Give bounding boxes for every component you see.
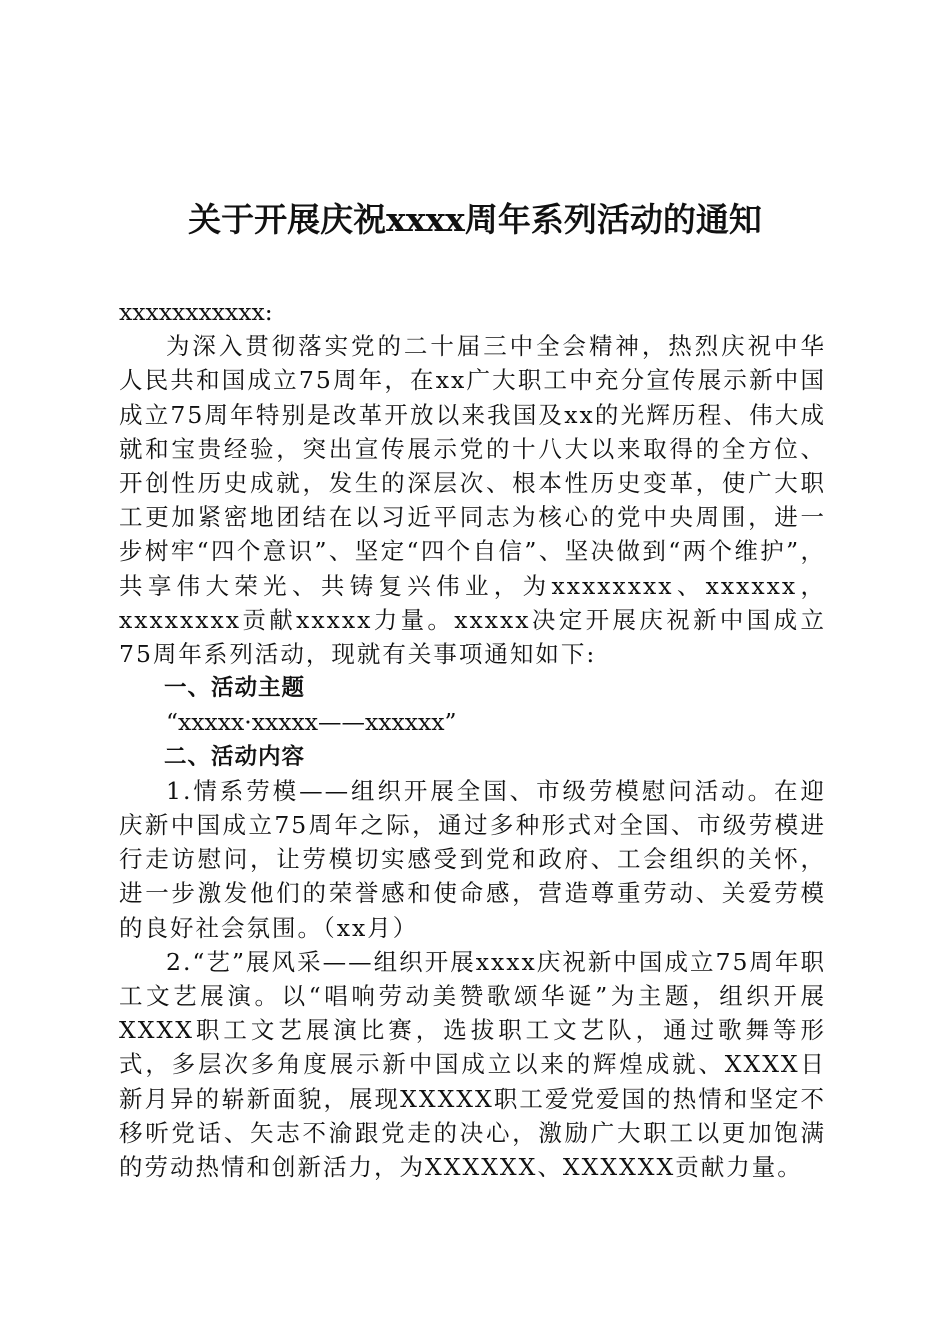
- section-heading-theme: 一、活动主题: [164, 675, 306, 702]
- intro-paragraph: 为深入贯彻落实党的二十届三中全会精神，热烈庆祝中华人民共和国成立75周年，在xx广大职工中充分宣传展示新中国成立75周年特别是改革开放以来我国及xx的光辉历程、伟大成就和宝贵经验，突出宣传展示党的十八大以来取得的全方位、开创性历史成就，发生的深层次、根本性历史变革，使广大职工更加紧密地团结在以习近平同志为核心的党中央周围，进一步树牢“四个意识”、坚定“四个自信”、坚决做到“两个维护”，共享伟大荣光、共铸复兴伟业，为xxxxxxxx、xxxxxx，xxxxxxxx贡献xxxxx力量。xxxxx决定开展庆祝新中国成立75周年系列活动，现就有关事项通知如下:: [119, 332, 826, 669]
- content-item-2: 2.“艺”展风采——组织开展xxxx庆祝新中国成立75周年职工文艺展演。以“唱响劳动美赞歌颂华诞”为主题，组织开展XXXX职工文艺展演比赛，选拔职工文艺队，通过歌舞等形式，多层次多角度展示新中国成立以来的辉煌成就、XXXX日新月异的崭新面貌，展现XXXXX职工爱党爱国的热情和坚定不移听党话、矢志不渝跟党走的决心，激励广大职工以更加饱满的劳动热情和创新活力，为XXXXXX、XXXXXX贡献力量。: [119, 947, 826, 1182]
- salutation: xxxxxxxxxxx:: [119, 298, 273, 326]
- document-body: [119, 295, 826, 1184]
- document-title: 关于开展庆祝xxxx周年系列活动的通知: [188, 200, 762, 239]
- content-item-1: 1.情系劳模——组织开展全国、市级劳模慰问活动。在迎庆新中国成立75周年之际，通过多种形式对全国、市级劳模进行走访慰问，让劳模切实感受到党和政府、工会组织的关怀，进一步激发他们的荣誉感和使命感，营造尊重劳动、关爱劳模的良好社会氛围。（xx月）: [119, 776, 826, 942]
- theme-text: “xxxxx·xxxxx——xxxxxx”: [166, 708, 457, 737]
- section-heading-content: 二、活动内容: [164, 743, 306, 770]
